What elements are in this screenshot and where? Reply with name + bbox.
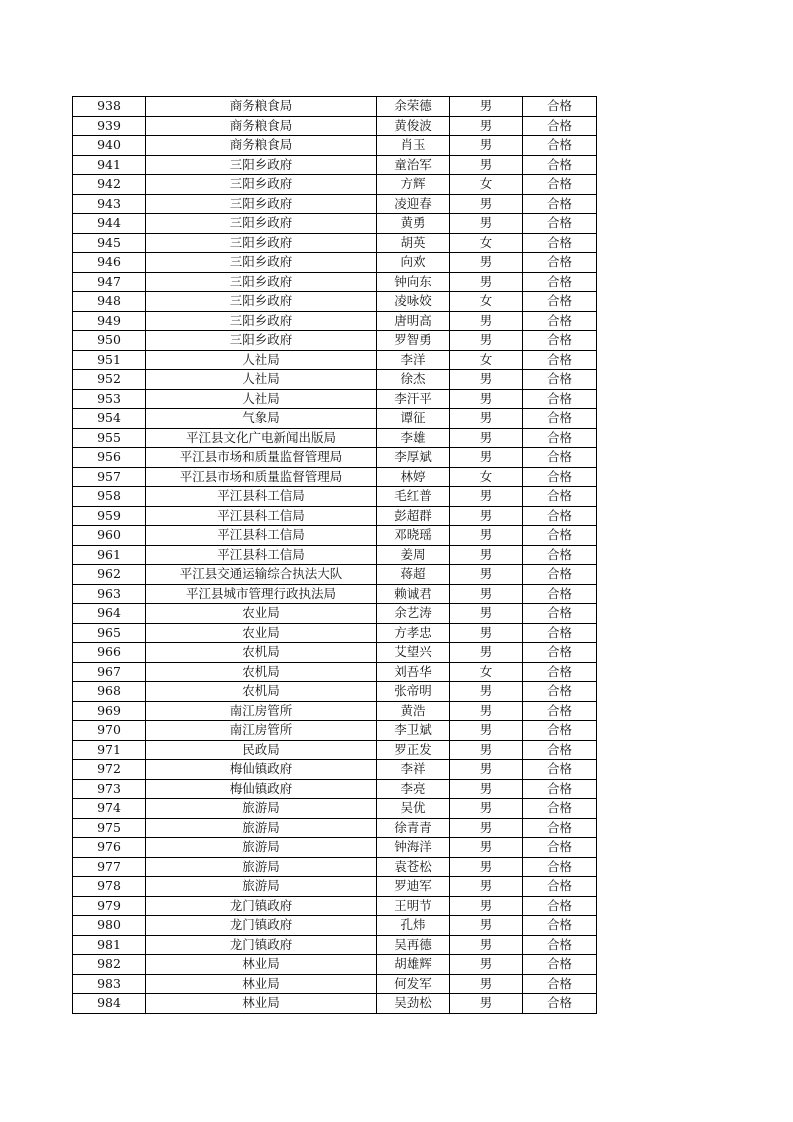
gender-cell: 男 <box>450 623 523 643</box>
gender-cell: 男 <box>450 818 523 838</box>
unit-name-cell: 商务粮食局 <box>146 136 377 156</box>
table-row <box>73 682 597 702</box>
result-cell: 合格 <box>523 175 597 195</box>
row-number-cell: 979 <box>73 896 146 916</box>
gender-cell: 男 <box>450 584 523 604</box>
table-row <box>73 116 597 136</box>
table-row <box>73 935 597 955</box>
row-number-cell: 976 <box>73 838 146 858</box>
person-name-cell: 徐杰 <box>377 370 450 390</box>
gender-cell: 男 <box>450 643 523 663</box>
person-name-cell: 姜周 <box>377 545 450 565</box>
result-cell: 合格 <box>523 682 597 702</box>
gender-cell: 男 <box>450 409 523 429</box>
row-number-cell: 947 <box>73 272 146 292</box>
result-cell: 合格 <box>523 155 597 175</box>
row-number-cell: 949 <box>73 311 146 331</box>
gender-cell: 男 <box>450 487 523 507</box>
unit-name-cell: 商务粮食局 <box>146 97 377 117</box>
row-number-cell: 966 <box>73 643 146 663</box>
person-name-cell: 李亮 <box>377 779 450 799</box>
person-name-cell: 蒋超 <box>377 565 450 585</box>
result-cell: 合格 <box>523 331 597 351</box>
table-row <box>73 253 597 273</box>
gender-cell: 女 <box>450 662 523 682</box>
person-name-cell: 方孝忠 <box>377 623 450 643</box>
result-cell: 合格 <box>523 136 597 156</box>
result-cell: 合格 <box>523 623 597 643</box>
table-row <box>73 955 597 975</box>
person-name-cell: 向欢 <box>377 253 450 273</box>
unit-name-cell: 民政局 <box>146 740 377 760</box>
unit-name-cell: 三阳乡政府 <box>146 175 377 195</box>
gender-cell: 男 <box>450 955 523 975</box>
result-cell: 合格 <box>523 662 597 682</box>
result-cell: 合格 <box>523 350 597 370</box>
result-cell: 合格 <box>523 935 597 955</box>
result-cell: 合格 <box>523 877 597 897</box>
unit-name-cell: 农机局 <box>146 643 377 663</box>
person-name-cell: 孔炜 <box>377 916 450 936</box>
person-name-cell: 余艺涛 <box>377 604 450 624</box>
person-name-cell: 钟向东 <box>377 272 450 292</box>
result-cell: 合格 <box>523 799 597 819</box>
gender-cell: 男 <box>450 331 523 351</box>
person-name-cell: 吴劲松 <box>377 994 450 1014</box>
gender-cell: 男 <box>450 994 523 1014</box>
table-row <box>73 916 597 936</box>
gender-cell: 男 <box>450 97 523 117</box>
result-cell: 合格 <box>523 955 597 975</box>
person-name-cell: 胡英 <box>377 233 450 253</box>
person-name-cell: 李祥 <box>377 760 450 780</box>
gender-cell: 女 <box>450 175 523 195</box>
gender-cell: 男 <box>450 740 523 760</box>
row-number-cell: 973 <box>73 779 146 799</box>
person-name-cell: 余荣德 <box>377 97 450 117</box>
row-number-cell: 942 <box>73 175 146 195</box>
result-cell: 合格 <box>523 604 597 624</box>
row-number-cell: 968 <box>73 682 146 702</box>
row-number-cell: 972 <box>73 760 146 780</box>
person-name-cell: 谭征 <box>377 409 450 429</box>
gender-cell: 男 <box>450 857 523 877</box>
table-row <box>73 175 597 195</box>
row-number-cell: 957 <box>73 467 146 487</box>
unit-name-cell: 三阳乡政府 <box>146 311 377 331</box>
unit-name-cell: 龙门镇政府 <box>146 916 377 936</box>
result-cell: 合格 <box>523 194 597 214</box>
table-row <box>73 272 597 292</box>
gender-cell: 男 <box>450 565 523 585</box>
gender-cell: 男 <box>450 721 523 741</box>
result-cell: 合格 <box>523 272 597 292</box>
gender-cell: 女 <box>450 350 523 370</box>
person-name-cell: 张帝明 <box>377 682 450 702</box>
person-name-cell: 彭超群 <box>377 506 450 526</box>
row-number-cell: 941 <box>73 155 146 175</box>
table-row <box>73 370 597 390</box>
row-number-cell: 943 <box>73 194 146 214</box>
person-name-cell: 李雄 <box>377 428 450 448</box>
gender-cell: 男 <box>450 877 523 897</box>
table-row <box>73 409 597 429</box>
person-name-cell: 凌咏姣 <box>377 292 450 312</box>
table-row <box>73 643 597 663</box>
table-row <box>73 623 597 643</box>
unit-name-cell: 三阳乡政府 <box>146 292 377 312</box>
gender-cell: 男 <box>450 974 523 994</box>
result-cell: 合格 <box>523 370 597 390</box>
unit-name-cell: 龙门镇政府 <box>146 935 377 955</box>
unit-name-cell: 农业局 <box>146 604 377 624</box>
result-cell: 合格 <box>523 428 597 448</box>
result-cell: 合格 <box>523 916 597 936</box>
gender-cell: 男 <box>450 194 523 214</box>
gender-cell: 男 <box>450 155 523 175</box>
person-name-cell: 胡雄辉 <box>377 955 450 975</box>
result-cell: 合格 <box>523 584 597 604</box>
result-cell: 合格 <box>523 545 597 565</box>
person-name-cell: 罗正发 <box>377 740 450 760</box>
row-number-cell: 956 <box>73 448 146 468</box>
row-number-cell: 980 <box>73 916 146 936</box>
person-name-cell: 吴再德 <box>377 935 450 955</box>
row-number-cell: 975 <box>73 818 146 838</box>
row-number-cell: 970 <box>73 721 146 741</box>
table-row <box>73 877 597 897</box>
unit-name-cell: 人社局 <box>146 389 377 409</box>
gender-cell: 男 <box>450 896 523 916</box>
gender-cell: 男 <box>450 428 523 448</box>
gender-cell: 男 <box>450 370 523 390</box>
gender-cell: 男 <box>450 779 523 799</box>
row-number-cell: 952 <box>73 370 146 390</box>
person-name-cell: 李洋 <box>377 350 450 370</box>
result-cell: 合格 <box>523 701 597 721</box>
row-number-cell: 946 <box>73 253 146 273</box>
unit-name-cell: 人社局 <box>146 350 377 370</box>
unit-name-cell: 商务粮食局 <box>146 116 377 136</box>
row-number-cell: 945 <box>73 233 146 253</box>
row-number-cell: 982 <box>73 955 146 975</box>
unit-name-cell: 三阳乡政府 <box>146 194 377 214</box>
result-cell: 合格 <box>523 994 597 1014</box>
row-number-cell: 965 <box>73 623 146 643</box>
row-number-cell: 981 <box>73 935 146 955</box>
person-name-cell: 童治军 <box>377 155 450 175</box>
row-number-cell: 977 <box>73 857 146 877</box>
person-name-cell: 王明节 <box>377 896 450 916</box>
gender-cell: 男 <box>450 701 523 721</box>
unit-name-cell: 三阳乡政府 <box>146 214 377 234</box>
result-cell: 合格 <box>523 818 597 838</box>
table-row <box>73 838 597 858</box>
row-number-cell: 961 <box>73 545 146 565</box>
person-name-cell: 黄勇 <box>377 214 450 234</box>
result-cell: 合格 <box>523 409 597 429</box>
row-number-cell: 958 <box>73 487 146 507</box>
unit-name-cell: 林业局 <box>146 994 377 1014</box>
unit-name-cell: 林业局 <box>146 974 377 994</box>
row-number-cell: 960 <box>73 526 146 546</box>
result-cell: 合格 <box>523 448 597 468</box>
table-row <box>73 311 597 331</box>
result-cell: 合格 <box>523 467 597 487</box>
unit-name-cell: 平江县市场和质量监督管理局 <box>146 448 377 468</box>
gender-cell: 男 <box>450 760 523 780</box>
result-cell: 合格 <box>523 760 597 780</box>
person-name-cell: 李卫斌 <box>377 721 450 741</box>
result-cell: 合格 <box>523 643 597 663</box>
result-cell: 合格 <box>523 779 597 799</box>
unit-name-cell: 农机局 <box>146 662 377 682</box>
table-row <box>73 136 597 156</box>
unit-name-cell: 旅游局 <box>146 799 377 819</box>
result-cell: 合格 <box>523 116 597 136</box>
unit-name-cell: 旅游局 <box>146 818 377 838</box>
unit-name-cell: 三阳乡政府 <box>146 233 377 253</box>
result-cell: 合格 <box>523 857 597 877</box>
person-name-cell: 邓晓瑶 <box>377 526 450 546</box>
table-row <box>73 506 597 526</box>
unit-name-cell: 平江县文化广电新闻出版局 <box>146 428 377 448</box>
table-row <box>73 155 597 175</box>
row-number-cell: 974 <box>73 799 146 819</box>
gender-cell: 女 <box>450 233 523 253</box>
unit-name-cell: 梅仙镇政府 <box>146 760 377 780</box>
person-name-cell: 徐青青 <box>377 818 450 838</box>
table-row <box>73 760 597 780</box>
gender-cell: 男 <box>450 935 523 955</box>
result-cell: 合格 <box>523 721 597 741</box>
row-number-cell: 967 <box>73 662 146 682</box>
unit-name-cell: 龙门镇政府 <box>146 896 377 916</box>
table-row <box>73 467 597 487</box>
table-row <box>73 740 597 760</box>
unit-name-cell: 人社局 <box>146 370 377 390</box>
table-row <box>73 331 597 351</box>
result-cell: 合格 <box>523 896 597 916</box>
unit-name-cell: 南江房管所 <box>146 701 377 721</box>
person-name-cell: 袁苍松 <box>377 857 450 877</box>
table-row <box>73 233 597 253</box>
person-name-cell: 李汗平 <box>377 389 450 409</box>
person-name-cell: 肖玉 <box>377 136 450 156</box>
gender-cell: 男 <box>450 253 523 273</box>
unit-name-cell: 南江房管所 <box>146 721 377 741</box>
table-row <box>73 448 597 468</box>
unit-name-cell: 三阳乡政府 <box>146 272 377 292</box>
unit-name-cell: 三阳乡政府 <box>146 253 377 273</box>
unit-name-cell: 梅仙镇政府 <box>146 779 377 799</box>
row-number-cell: 984 <box>73 994 146 1014</box>
gender-cell: 男 <box>450 311 523 331</box>
row-number-cell: 955 <box>73 428 146 448</box>
result-cell: 合格 <box>523 526 597 546</box>
person-name-cell: 罗智勇 <box>377 331 450 351</box>
person-name-cell: 林婷 <box>377 467 450 487</box>
gender-cell: 男 <box>450 214 523 234</box>
unit-name-cell: 三阳乡政府 <box>146 155 377 175</box>
result-cell: 合格 <box>523 311 597 331</box>
person-name-cell: 唐明高 <box>377 311 450 331</box>
table-row <box>73 194 597 214</box>
results-table-body <box>73 97 597 1014</box>
gender-cell: 男 <box>450 116 523 136</box>
row-number-cell: 959 <box>73 506 146 526</box>
row-number-cell: 940 <box>73 136 146 156</box>
row-number-cell: 953 <box>73 389 146 409</box>
table-row <box>73 292 597 312</box>
person-name-cell: 李厚斌 <box>377 448 450 468</box>
row-number-cell: 954 <box>73 409 146 429</box>
result-cell: 合格 <box>523 292 597 312</box>
person-name-cell: 艾望兴 <box>377 643 450 663</box>
table-row <box>73 545 597 565</box>
row-number-cell: 950 <box>73 331 146 351</box>
row-number-cell: 951 <box>73 350 146 370</box>
gender-cell: 男 <box>450 506 523 526</box>
person-name-cell: 黄浩 <box>377 701 450 721</box>
unit-name-cell: 平江县市场和质量监督管理局 <box>146 467 377 487</box>
gender-cell: 男 <box>450 545 523 565</box>
result-cell: 合格 <box>523 740 597 760</box>
result-cell: 合格 <box>523 214 597 234</box>
table-row <box>73 857 597 877</box>
table-row <box>73 526 597 546</box>
table-row <box>73 584 597 604</box>
result-cell: 合格 <box>523 974 597 994</box>
gender-cell: 男 <box>450 448 523 468</box>
table-row <box>73 565 597 585</box>
table-row <box>73 799 597 819</box>
result-cell: 合格 <box>523 838 597 858</box>
table-row <box>73 818 597 838</box>
unit-name-cell: 平江县城市管理行政执法局 <box>146 584 377 604</box>
unit-name-cell: 平江县科工信局 <box>146 506 377 526</box>
row-number-cell: 964 <box>73 604 146 624</box>
unit-name-cell: 气象局 <box>146 409 377 429</box>
results-table <box>72 96 597 1014</box>
row-number-cell: 969 <box>73 701 146 721</box>
gender-cell: 男 <box>450 136 523 156</box>
person-name-cell: 方辉 <box>377 175 450 195</box>
table-row <box>73 97 597 117</box>
unit-name-cell: 三阳乡政府 <box>146 331 377 351</box>
person-name-cell: 何发军 <box>377 974 450 994</box>
gender-cell: 男 <box>450 389 523 409</box>
row-number-cell: 939 <box>73 116 146 136</box>
gender-cell: 女 <box>450 467 523 487</box>
person-name-cell: 吴优 <box>377 799 450 819</box>
table-row <box>73 974 597 994</box>
unit-name-cell: 平江县交通运输综合执法大队 <box>146 565 377 585</box>
person-name-cell: 罗迪军 <box>377 877 450 897</box>
gender-cell: 女 <box>450 292 523 312</box>
result-cell: 合格 <box>523 487 597 507</box>
unit-name-cell: 平江县科工信局 <box>146 526 377 546</box>
row-number-cell: 983 <box>73 974 146 994</box>
person-name-cell: 毛红普 <box>377 487 450 507</box>
gender-cell: 男 <box>450 526 523 546</box>
table-row <box>73 994 597 1014</box>
gender-cell: 男 <box>450 799 523 819</box>
table-row <box>73 896 597 916</box>
unit-name-cell: 林业局 <box>146 955 377 975</box>
person-name-cell: 刘吾华 <box>377 662 450 682</box>
person-name-cell: 钟海洋 <box>377 838 450 858</box>
table-row <box>73 779 597 799</box>
person-name-cell: 黄俊波 <box>377 116 450 136</box>
table-row <box>73 662 597 682</box>
result-cell: 合格 <box>523 253 597 273</box>
gender-cell: 男 <box>450 682 523 702</box>
unit-name-cell: 旅游局 <box>146 838 377 858</box>
gender-cell: 男 <box>450 916 523 936</box>
result-cell: 合格 <box>523 97 597 117</box>
row-number-cell: 963 <box>73 584 146 604</box>
row-number-cell: 948 <box>73 292 146 312</box>
gender-cell: 男 <box>450 272 523 292</box>
gender-cell: 男 <box>450 838 523 858</box>
table-row <box>73 214 597 234</box>
table-row <box>73 389 597 409</box>
result-cell: 合格 <box>523 506 597 526</box>
person-name-cell: 赖诚君 <box>377 584 450 604</box>
table-row <box>73 350 597 370</box>
unit-name-cell: 平江县科工信局 <box>146 545 377 565</box>
unit-name-cell: 农机局 <box>146 682 377 702</box>
table-row <box>73 428 597 448</box>
row-number-cell: 938 <box>73 97 146 117</box>
result-cell: 合格 <box>523 389 597 409</box>
table-row <box>73 701 597 721</box>
table-row <box>73 721 597 741</box>
unit-name-cell: 旅游局 <box>146 877 377 897</box>
row-number-cell: 962 <box>73 565 146 585</box>
gender-cell: 男 <box>450 604 523 624</box>
row-number-cell: 944 <box>73 214 146 234</box>
unit-name-cell: 平江县科工信局 <box>146 487 377 507</box>
result-cell: 合格 <box>523 233 597 253</box>
table-row <box>73 604 597 624</box>
row-number-cell: 978 <box>73 877 146 897</box>
unit-name-cell: 农业局 <box>146 623 377 643</box>
table-row <box>73 487 597 507</box>
result-cell: 合格 <box>523 565 597 585</box>
unit-name-cell: 旅游局 <box>146 857 377 877</box>
person-name-cell: 凌迎春 <box>377 194 450 214</box>
row-number-cell: 971 <box>73 740 146 760</box>
